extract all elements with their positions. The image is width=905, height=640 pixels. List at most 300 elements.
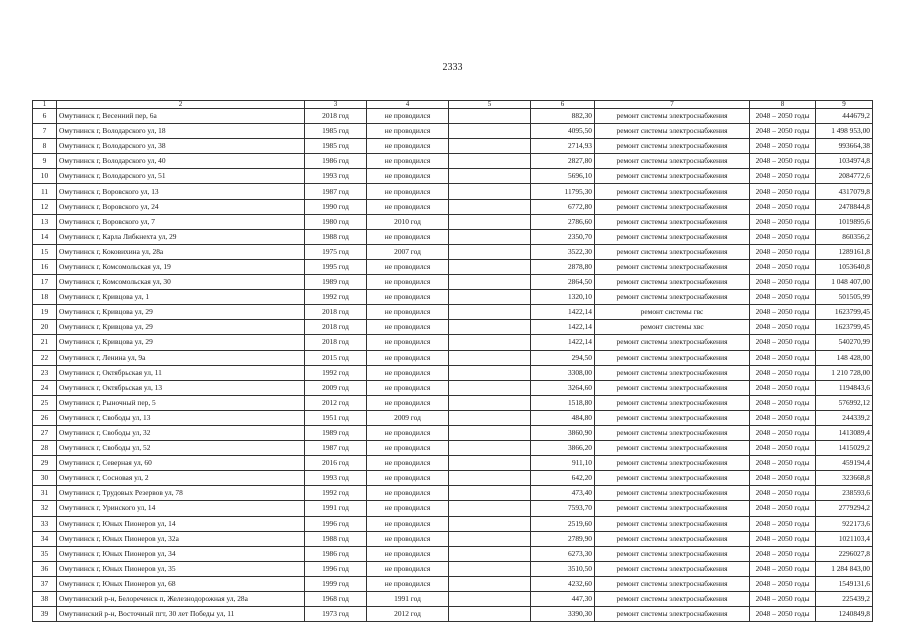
- last-repair-cell: 2012 год: [367, 607, 449, 622]
- address-cell: Омутнинск г, Воровского ул, 7: [57, 214, 305, 229]
- last-repair-cell: не проводился: [367, 531, 449, 546]
- period-cell: 2048 – 2050 годы: [750, 244, 816, 259]
- last-repair-cell: не проводился: [367, 501, 449, 516]
- row-number-cell: 8: [33, 139, 57, 154]
- row-number-cell: 38: [33, 592, 57, 607]
- empty-cell: [449, 380, 531, 395]
- last-repair-cell: 1991 год: [367, 592, 449, 607]
- build-year-cell: 2018 год: [305, 335, 367, 350]
- table-row: [33, 154, 873, 169]
- period-cell: 2048 – 2050 годы: [750, 154, 816, 169]
- work-type-cell: ремонт системы электроснабжения: [595, 229, 750, 244]
- last-repair-cell: не проводился: [367, 320, 449, 335]
- table-row: [33, 199, 873, 214]
- work-type-cell: ремонт системы электроснабжения: [595, 275, 750, 290]
- empty-cell: [449, 456, 531, 471]
- last-repair-cell: не проводился: [367, 425, 449, 440]
- work-type-cell: ремонт системы электроснабжения: [595, 561, 750, 576]
- build-year-cell: 2009 год: [305, 380, 367, 395]
- period-cell: 2048 – 2050 годы: [750, 486, 816, 501]
- empty-cell: [449, 576, 531, 591]
- address-cell: Омутнинск г, Воровского ул, 24: [57, 199, 305, 214]
- area-cell: 3860,90: [531, 425, 595, 440]
- last-repair-cell: не проводился: [367, 275, 449, 290]
- last-repair-cell: 2010 год: [367, 214, 449, 229]
- work-type-cell: ремонт системы электроснабжения: [595, 214, 750, 229]
- period-cell: 2048 – 2050 годы: [750, 124, 816, 139]
- area-cell: 4095,50: [531, 124, 595, 139]
- table-row: [33, 561, 873, 576]
- area-cell: 294,50: [531, 350, 595, 365]
- area-cell: 1518,80: [531, 395, 595, 410]
- row-number-cell: 34: [33, 531, 57, 546]
- build-year-cell: 1968 год: [305, 592, 367, 607]
- cost-cell: 1623799,45: [816, 320, 873, 335]
- build-year-cell: 1993 год: [305, 169, 367, 184]
- cost-cell: 1623799,45: [816, 305, 873, 320]
- work-type-cell: ремонт системы электроснабжения: [595, 425, 750, 440]
- last-repair-cell: не проводился: [367, 184, 449, 199]
- build-year-cell: 1973 год: [305, 607, 367, 622]
- area-cell: 1320,10: [531, 290, 595, 305]
- build-year-cell: 1985 год: [305, 139, 367, 154]
- work-type-cell: ремонт системы электроснабжения: [595, 154, 750, 169]
- table-row: [33, 214, 873, 229]
- work-type-cell: ремонт системы электроснабжения: [595, 546, 750, 561]
- table-row: [33, 290, 873, 305]
- work-type-cell: ремонт системы электроснабжения: [595, 139, 750, 154]
- row-number-cell: 18: [33, 290, 57, 305]
- empty-cell: [449, 169, 531, 184]
- address-cell: Омутнинск г, Трудовых Резервов ул, 78: [57, 486, 305, 501]
- address-cell: Омутнинск г, Уринского ул, 14: [57, 501, 305, 516]
- column-number-row: [33, 101, 873, 109]
- row-number-cell: 25: [33, 395, 57, 410]
- work-type-cell: ремонт системы электроснабжения: [595, 395, 750, 410]
- empty-cell: [449, 395, 531, 410]
- row-number-cell: 23: [33, 365, 57, 380]
- work-type-cell: ремонт системы электроснабжения: [595, 244, 750, 259]
- period-cell: 2048 – 2050 годы: [750, 365, 816, 380]
- last-repair-cell: не проводился: [367, 199, 449, 214]
- empty-cell: [449, 335, 531, 350]
- row-number-cell: 26: [33, 410, 57, 425]
- area-cell: 6772,80: [531, 199, 595, 214]
- empty-cell: [449, 109, 531, 124]
- period-cell: 2048 – 2050 годы: [750, 592, 816, 607]
- empty-cell: [449, 350, 531, 365]
- cost-cell: 2296027,8: [816, 546, 873, 561]
- empty-cell: [449, 365, 531, 380]
- period-cell: 2048 – 2050 годы: [750, 109, 816, 124]
- cost-cell: 576992,12: [816, 395, 873, 410]
- period-cell: 2048 – 2050 годы: [750, 169, 816, 184]
- period-cell: 2048 – 2050 годы: [750, 410, 816, 425]
- header-cell: 9: [816, 101, 873, 109]
- build-year-cell: 2015 год: [305, 350, 367, 365]
- area-cell: 11795,30: [531, 184, 595, 199]
- row-number-cell: 20: [33, 320, 57, 335]
- last-repair-cell: не проводился: [367, 154, 449, 169]
- header-cell: 3: [305, 101, 367, 109]
- work-type-cell: ремонт системы электроснабжения: [595, 365, 750, 380]
- cost-cell: 4317079,8: [816, 184, 873, 199]
- address-cell: Омутнинск г, Октябрьская ул, 11: [57, 365, 305, 380]
- area-cell: 4232,60: [531, 576, 595, 591]
- table-row: [33, 576, 873, 591]
- last-repair-cell: не проводился: [367, 124, 449, 139]
- address-cell: Омутнинск г, Ленина ул, 9а: [57, 350, 305, 365]
- cost-cell: 1413089,4: [816, 425, 873, 440]
- period-cell: 2048 – 2050 годы: [750, 305, 816, 320]
- build-year-cell: 1995 год: [305, 259, 367, 274]
- row-number-cell: 33: [33, 516, 57, 531]
- last-repair-cell: не проводился: [367, 441, 449, 456]
- last-repair-cell: не проводился: [367, 139, 449, 154]
- work-type-cell: ремонт системы электроснабжения: [595, 441, 750, 456]
- cost-cell: 244339,2: [816, 410, 873, 425]
- work-type-cell: ремонт системы электроснабжения: [595, 199, 750, 214]
- build-year-cell: 1986 год: [305, 546, 367, 561]
- table-row: [33, 516, 873, 531]
- row-number-cell: 14: [33, 229, 57, 244]
- empty-cell: [449, 561, 531, 576]
- last-repair-cell: не проводился: [367, 305, 449, 320]
- work-type-cell: ремонт системы электроснабжения: [595, 471, 750, 486]
- address-cell: Омутнинск г, Комсомольская ул, 19: [57, 259, 305, 274]
- empty-cell: [449, 410, 531, 425]
- area-cell: 473,40: [531, 486, 595, 501]
- build-year-cell: 1996 год: [305, 516, 367, 531]
- address-cell: Омутнинск г, Володарского ул, 38: [57, 139, 305, 154]
- header-cell: 6: [531, 101, 595, 109]
- area-cell: 7593,70: [531, 501, 595, 516]
- cost-cell: 922173,6: [816, 516, 873, 531]
- empty-cell: [449, 320, 531, 335]
- table-row: [33, 184, 873, 199]
- work-type-cell: ремонт системы электроснабжения: [595, 501, 750, 516]
- period-cell: 2048 – 2050 годы: [750, 139, 816, 154]
- last-repair-cell: не проводился: [367, 109, 449, 124]
- row-number-cell: 10: [33, 169, 57, 184]
- row-number-cell: 12: [33, 199, 57, 214]
- period-cell: 2048 – 2050 годы: [750, 275, 816, 290]
- header-cell: 2: [57, 101, 305, 109]
- build-year-cell: 1975 год: [305, 244, 367, 259]
- address-cell: Омутнинск г, Воровского ул, 13: [57, 184, 305, 199]
- row-number-cell: 39: [33, 607, 57, 622]
- cost-cell: 1053640,8: [816, 259, 873, 274]
- address-cell: Омутнинск г, Северная ул, 60: [57, 456, 305, 471]
- build-year-cell: 1951 год: [305, 410, 367, 425]
- address-cell: Омутнинск г, Юных Пионеров ул, 35: [57, 561, 305, 576]
- address-cell: Омутнинск г, Кривцова ул, 29: [57, 335, 305, 350]
- table-row: [33, 139, 873, 154]
- header-cell: 7: [595, 101, 750, 109]
- work-type-cell: ремонт системы электроснабжения: [595, 259, 750, 274]
- build-year-cell: 1992 год: [305, 365, 367, 380]
- last-repair-cell: не проводился: [367, 561, 449, 576]
- empty-cell: [449, 516, 531, 531]
- row-number-cell: 36: [33, 561, 57, 576]
- last-repair-cell: не проводился: [367, 456, 449, 471]
- empty-cell: [449, 592, 531, 607]
- area-cell: 882,30: [531, 109, 595, 124]
- row-number-cell: 28: [33, 441, 57, 456]
- period-cell: 2048 – 2050 годы: [750, 184, 816, 199]
- work-type-cell: ремонт системы электроснабжения: [595, 335, 750, 350]
- address-cell: Омутнинск г, Рыночный пер, 5: [57, 395, 305, 410]
- empty-cell: [449, 305, 531, 320]
- build-year-cell: 1991 год: [305, 501, 367, 516]
- address-cell: Омутнинск г, Карла Либкнехта ул, 29: [57, 229, 305, 244]
- area-cell: 2714,93: [531, 139, 595, 154]
- last-repair-cell: не проводился: [367, 365, 449, 380]
- row-number-cell: 15: [33, 244, 57, 259]
- table-row: [33, 259, 873, 274]
- build-year-cell: 2012 год: [305, 395, 367, 410]
- row-number-cell: 16: [33, 259, 57, 274]
- build-year-cell: 1985 год: [305, 124, 367, 139]
- last-repair-cell: не проводился: [367, 486, 449, 501]
- last-repair-cell: не проводился: [367, 290, 449, 305]
- cost-cell: 1034974,8: [816, 154, 873, 169]
- empty-cell: [449, 124, 531, 139]
- table-row: [33, 169, 873, 184]
- area-cell: 2864,50: [531, 275, 595, 290]
- cost-cell: 1 498 953,00: [816, 124, 873, 139]
- work-type-cell: ремонт системы электроснабжения: [595, 531, 750, 546]
- cost-cell: 2084772,6: [816, 169, 873, 184]
- build-year-cell: 1988 год: [305, 531, 367, 546]
- area-cell: 2878,80: [531, 259, 595, 274]
- address-cell: Омутнинский р-н, Восточный пгт, 30 лет Победы ул, 11: [57, 607, 305, 622]
- period-cell: 2048 – 2050 годы: [750, 395, 816, 410]
- last-repair-cell: не проводился: [367, 229, 449, 244]
- table-row: [33, 305, 873, 320]
- table-row: [33, 546, 873, 561]
- address-cell: Омутнинск г, Кривцова ул, 1: [57, 290, 305, 305]
- area-cell: 2519,60: [531, 516, 595, 531]
- build-year-cell: 1989 год: [305, 425, 367, 440]
- table-row: [33, 607, 873, 622]
- work-type-cell: ремонт системы электроснабжения: [595, 380, 750, 395]
- last-repair-cell: не проводился: [367, 546, 449, 561]
- row-number-cell: 7: [33, 124, 57, 139]
- last-repair-cell: не проводился: [367, 516, 449, 531]
- cost-cell: 323668,8: [816, 471, 873, 486]
- work-type-cell: ремонт системы электроснабжения: [595, 124, 750, 139]
- build-year-cell: 1987 год: [305, 184, 367, 199]
- address-cell: Омутнинск г, Свободы ул, 52: [57, 441, 305, 456]
- table-row: [33, 592, 873, 607]
- table-row: [33, 244, 873, 259]
- cost-cell: 1019895,6: [816, 214, 873, 229]
- table-row: [33, 456, 873, 471]
- work-type-cell: ремонт системы электроснабжения: [595, 516, 750, 531]
- address-cell: Омутнинский р-н, Белореченск п, Железнодорожная ул, 28а: [57, 592, 305, 607]
- empty-cell: [449, 199, 531, 214]
- table-row: [33, 365, 873, 380]
- period-cell: 2048 – 2050 годы: [750, 441, 816, 456]
- work-type-cell: ремонт системы электроснабжения: [595, 350, 750, 365]
- empty-cell: [449, 139, 531, 154]
- row-number-cell: 32: [33, 501, 57, 516]
- table-row: [33, 410, 873, 425]
- work-type-cell: ремонт системы электроснабжения: [595, 290, 750, 305]
- last-repair-cell: не проводился: [367, 395, 449, 410]
- page-number: 2333: [442, 62, 463, 73]
- empty-cell: [449, 244, 531, 259]
- address-cell: Омутнинск г, Володарского ул, 40: [57, 154, 305, 169]
- empty-cell: [449, 441, 531, 456]
- table-row: [33, 275, 873, 290]
- address-cell: Омутнинск г, Володарского ул, 18: [57, 124, 305, 139]
- table-row: [33, 486, 873, 501]
- cost-cell: 1 210 728,00: [816, 365, 873, 380]
- period-cell: 2048 – 2050 годы: [750, 214, 816, 229]
- period-cell: 2048 – 2050 годы: [750, 501, 816, 516]
- empty-cell: [449, 531, 531, 546]
- cost-cell: 1 048 407,00: [816, 275, 873, 290]
- address-cell: Омутнинск г, Юных Пионеров ул, 32а: [57, 531, 305, 546]
- empty-cell: [449, 290, 531, 305]
- address-cell: Омутнинск г, Кривцова ул, 29: [57, 305, 305, 320]
- cost-cell: 993664,38: [816, 139, 873, 154]
- row-number-cell: 13: [33, 214, 57, 229]
- build-year-cell: 2018 год: [305, 320, 367, 335]
- cost-cell: 540270,99: [816, 335, 873, 350]
- build-year-cell: 2018 год: [305, 305, 367, 320]
- empty-cell: [449, 184, 531, 199]
- period-cell: 2048 – 2050 годы: [750, 259, 816, 274]
- build-year-cell: 1999 год: [305, 576, 367, 591]
- empty-cell: [449, 425, 531, 440]
- area-cell: 3308,00: [531, 365, 595, 380]
- cost-cell: 1415029,2: [816, 441, 873, 456]
- header-cell: 4: [367, 101, 449, 109]
- table-row: [33, 531, 873, 546]
- table-row: [33, 380, 873, 395]
- period-cell: 2048 – 2050 годы: [750, 471, 816, 486]
- address-cell: Омутнинск г, Володарского ул, 51: [57, 169, 305, 184]
- address-cell: Омутнинск г, Юных Пионеров ул, 34: [57, 546, 305, 561]
- address-cell: Омутнинск г, Свободы ул, 13: [57, 410, 305, 425]
- table-row: [33, 441, 873, 456]
- period-cell: 2048 – 2050 годы: [750, 350, 816, 365]
- last-repair-cell: не проводился: [367, 335, 449, 350]
- table-row: [33, 109, 873, 124]
- build-year-cell: 1987 год: [305, 441, 367, 456]
- address-cell: Омутнинск г, Октябрьская ул, 13: [57, 380, 305, 395]
- period-cell: 2048 – 2050 годы: [750, 531, 816, 546]
- address-cell: Омутнинск г, Свободы ул, 32: [57, 425, 305, 440]
- row-number-cell: 11: [33, 184, 57, 199]
- area-cell: 3510,50: [531, 561, 595, 576]
- build-year-cell: 1996 год: [305, 561, 367, 576]
- address-cell: Омутнинск г, Юных Пионеров ул, 14: [57, 516, 305, 531]
- work-type-cell: ремонт системы электроснабжения: [595, 607, 750, 622]
- cost-cell: 459194,4: [816, 456, 873, 471]
- cost-cell: 2779294,2: [816, 501, 873, 516]
- area-cell: 484,80: [531, 410, 595, 425]
- last-repair-cell: не проводился: [367, 471, 449, 486]
- address-cell: Омутнинск г, Юных Пионеров ул, 68: [57, 576, 305, 591]
- cost-cell: 1 284 843,00: [816, 561, 873, 576]
- cost-cell: 238593,6: [816, 486, 873, 501]
- last-repair-cell: не проводился: [367, 576, 449, 591]
- table-row: [33, 501, 873, 516]
- empty-cell: [449, 154, 531, 169]
- header-cell: 5: [449, 101, 531, 109]
- area-cell: 3390,30: [531, 607, 595, 622]
- work-type-cell: ремонт системы электроснабжения: [595, 109, 750, 124]
- table-row: [33, 350, 873, 365]
- cost-cell: 1240849,8: [816, 607, 873, 622]
- area-cell: 1422,14: [531, 305, 595, 320]
- build-year-cell: 1989 год: [305, 275, 367, 290]
- last-repair-cell: не проводился: [367, 350, 449, 365]
- cost-cell: 148 428,00: [816, 350, 873, 365]
- row-number-cell: 27: [33, 425, 57, 440]
- period-cell: 2048 – 2050 годы: [750, 607, 816, 622]
- work-type-cell: ремонт системы электроснабжения: [595, 456, 750, 471]
- row-number-cell: 30: [33, 471, 57, 486]
- last-repair-cell: не проводился: [367, 380, 449, 395]
- empty-cell: [449, 501, 531, 516]
- cost-cell: 1549131,6: [816, 576, 873, 591]
- work-type-cell: ремонт системы электроснабжения: [595, 169, 750, 184]
- work-type-cell: ремонт системы электроснабжения: [595, 576, 750, 591]
- build-year-cell: 2016 год: [305, 456, 367, 471]
- work-type-cell: ремонт системы электроснабжения: [595, 592, 750, 607]
- build-year-cell: 2018 год: [305, 109, 367, 124]
- area-cell: 1422,14: [531, 320, 595, 335]
- header-cell: 1: [33, 101, 57, 109]
- area-cell: 5696,10: [531, 169, 595, 184]
- cost-cell: 501505,99: [816, 290, 873, 305]
- period-cell: 2048 – 2050 годы: [750, 561, 816, 576]
- empty-cell: [449, 229, 531, 244]
- period-cell: 2048 – 2050 годы: [750, 576, 816, 591]
- row-number-cell: 29: [33, 456, 57, 471]
- period-cell: 2048 – 2050 годы: [750, 199, 816, 214]
- period-cell: 2048 – 2050 годы: [750, 456, 816, 471]
- work-type-cell: ремонт системы электроснабжения: [595, 410, 750, 425]
- build-year-cell: 1992 год: [305, 290, 367, 305]
- build-year-cell: 1993 год: [305, 471, 367, 486]
- area-cell: 1422,14: [531, 335, 595, 350]
- table-row: [33, 425, 873, 440]
- empty-cell: [449, 607, 531, 622]
- area-cell: 3522,30: [531, 244, 595, 259]
- build-year-cell: 1986 год: [305, 154, 367, 169]
- address-cell: Омутнинск г, Сосновая ул, 2: [57, 471, 305, 486]
- cost-cell: 1194843,6: [816, 380, 873, 395]
- table-row: [33, 229, 873, 244]
- cost-cell: 1289161,8: [816, 244, 873, 259]
- empty-cell: [449, 259, 531, 274]
- empty-cell: [449, 214, 531, 229]
- row-number-cell: 6: [33, 109, 57, 124]
- empty-cell: [449, 486, 531, 501]
- table-row: [33, 395, 873, 410]
- row-number-cell: 31: [33, 486, 57, 501]
- cost-cell: 1021103,4: [816, 531, 873, 546]
- area-cell: 642,20: [531, 471, 595, 486]
- area-cell: 911,10: [531, 456, 595, 471]
- last-repair-cell: 2007 год: [367, 244, 449, 259]
